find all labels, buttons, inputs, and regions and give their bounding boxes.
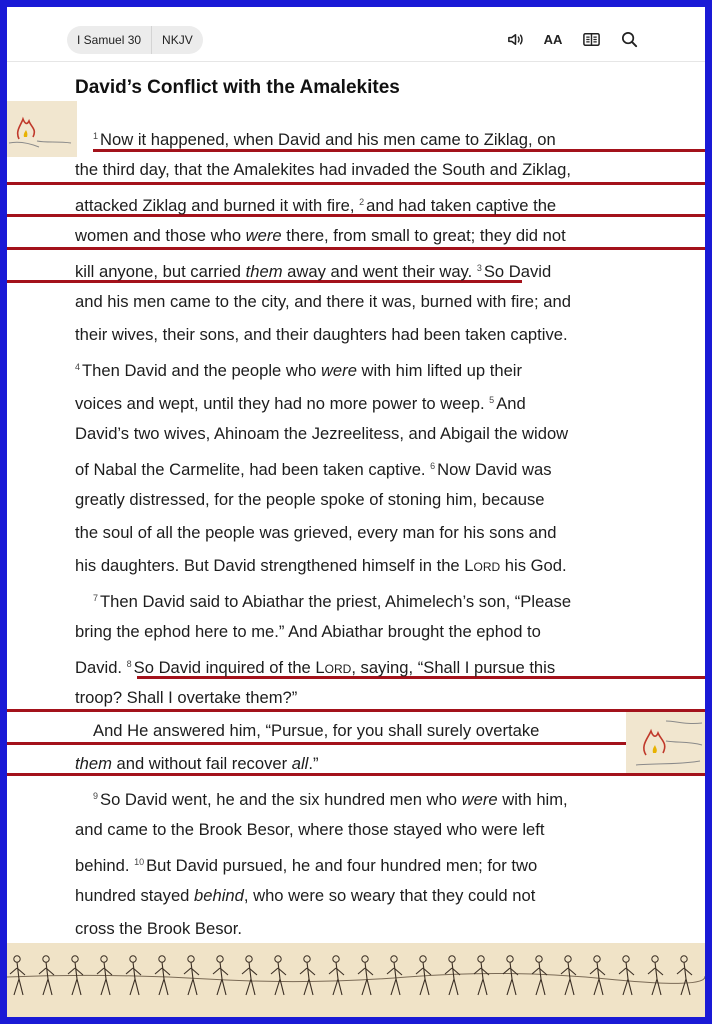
verse-number: 6	[430, 461, 436, 471]
verse-text: behind.	[75, 856, 135, 875]
verse-text: and without fail recover	[111, 754, 292, 773]
figure-sketch	[300, 956, 315, 995]
small-caps-text: Lord	[315, 658, 352, 677]
italic-text: them	[245, 262, 283, 281]
verse-text: the soul of all the people was grieved, every man for his sons and	[75, 523, 557, 542]
verse-text: of Nabal the Carmelite, had been taken captive.	[75, 460, 431, 479]
verse-text: Then David said to Abiathar the priest, Ahimelech’s son, “Please	[100, 592, 572, 611]
italic-text: behind	[194, 886, 244, 905]
flame-illustration-icon	[7, 101, 77, 157]
verse-text: So David inquired of the	[133, 658, 316, 677]
font-size-icon[interactable]: AA	[543, 31, 563, 47]
verse-text: the third day, that the Amalekites had invaded the South and Ziklag,	[75, 160, 571, 179]
text-line	[75, 351, 650, 384]
verse-number: 5	[489, 395, 495, 405]
text-line	[75, 780, 650, 813]
verse-number: 10	[134, 857, 145, 867]
reader-frame	[7, 7, 705, 1017]
small-caps-text: Lord	[464, 556, 501, 575]
verse-text: And He answered him, “Pursue, for you shall surely overtake	[93, 721, 540, 740]
italic-text: were	[320, 361, 357, 380]
text-line	[75, 516, 650, 549]
italic-text: them	[75, 754, 112, 773]
verse-text: their wives, their sons, and their daughters had been taken captive.	[75, 325, 568, 344]
verse-text: , who were so weary that they could not	[243, 886, 536, 905]
text-line	[75, 813, 650, 846]
text-line	[75, 615, 650, 648]
figure-sketch	[503, 956, 518, 995]
book-chapter-button[interactable]: I Samuel 30	[77, 33, 142, 47]
verse-text: cross the Brook Besor.	[75, 919, 242, 938]
text-line	[75, 549, 650, 582]
figure-sketch	[155, 956, 170, 995]
text-line	[75, 846, 650, 879]
text-line	[75, 681, 650, 714]
verse-number: 8	[126, 659, 132, 669]
verse-number: 7	[93, 593, 99, 603]
italic-text: all	[291, 754, 309, 773]
verse-number: 2	[359, 197, 365, 207]
verse-text: So David went, he and the six hundred men who	[100, 790, 462, 809]
verse-number: 1	[93, 131, 99, 141]
book-icon[interactable]	[581, 29, 601, 49]
text-line	[75, 186, 650, 219]
figure-sketch	[619, 956, 634, 995]
figure-sketch	[10, 956, 25, 995]
search-icon[interactable]	[619, 29, 639, 49]
text-line	[75, 879, 650, 912]
text-line	[75, 384, 650, 417]
figure-sketch	[445, 956, 460, 995]
verse-text: kill anyone, but carried	[75, 262, 246, 281]
text-line	[75, 417, 650, 450]
section-heading: David’s Conflict with the Amalekites	[75, 77, 400, 98]
verse-text: But David pursued, he and four hundred men; for two	[146, 856, 538, 875]
verse-text: and his men came to the city, and there it was, burned with fire; and	[75, 292, 571, 311]
verse-text: and had taken captive the	[366, 196, 557, 215]
verse-text: bring the ephod here to me.” And Abiathar brought the ephod to	[75, 622, 541, 641]
figure-sketch	[329, 956, 344, 995]
figure-sketch	[474, 956, 489, 995]
verse-text: troop? Shall I overtake them?”	[75, 688, 298, 707]
figure-sketch	[271, 956, 286, 995]
text-line	[75, 582, 650, 615]
italic-text: were	[461, 790, 498, 809]
verse-text: his daughters. But David strengthened himself in the	[75, 556, 465, 575]
verse-text: .”	[308, 754, 319, 773]
figure-sketch	[532, 956, 547, 995]
text-line	[75, 912, 650, 945]
procession-illustration-icon	[7, 943, 705, 1017]
figure-sketch	[358, 956, 373, 995]
toolbar-actions	[505, 29, 639, 49]
verse-text: and came to the Brook Besor, where those stayed who were left	[75, 820, 545, 839]
verse-text: Then David and the people who	[82, 361, 321, 380]
figure-sketch	[213, 956, 228, 995]
figure-sketch	[184, 956, 199, 995]
italic-text: were	[245, 226, 282, 245]
text-line	[75, 483, 650, 516]
verse-text: David’s two wives, Ahinoam the Jezreelitess, and Abigail the widow	[75, 424, 569, 443]
figure-sketch	[590, 956, 605, 995]
verse-text: with him lifted up their	[356, 361, 523, 380]
reader-toolbar	[7, 7, 705, 62]
speaker-icon[interactable]	[505, 29, 525, 49]
verse-text: attacked Ziklag and burned it with fire,	[75, 196, 360, 215]
verse-text: there, from small to great; they did not	[281, 226, 566, 245]
verse-text: And	[496, 394, 526, 413]
verse-number: 9	[93, 791, 99, 801]
text-line	[75, 714, 650, 747]
text-line	[75, 450, 650, 483]
verse-text: David.	[75, 658, 127, 677]
text-line	[75, 219, 650, 252]
figure-sketch	[242, 956, 257, 995]
verse-text: , saying, “Shall I pursue this	[351, 658, 556, 677]
verse-text: with him,	[497, 790, 568, 809]
version-button[interactable]: NKJV	[151, 26, 203, 54]
verse-number: 3	[476, 263, 482, 273]
text-line	[75, 285, 650, 318]
passage-selector	[67, 26, 203, 54]
verse-text: Now David was	[437, 460, 552, 479]
verse-text: hundred stayed	[75, 886, 195, 905]
figure-sketch	[648, 956, 663, 995]
text-line	[75, 318, 650, 351]
verse-text: women and those who	[75, 226, 246, 245]
verse-text: away and went their way.	[282, 262, 477, 281]
text-line	[75, 153, 650, 186]
figure-sketch	[677, 956, 692, 995]
text-line	[75, 252, 650, 285]
verse-text: voices and wept, until they had no more power to weep.	[75, 394, 490, 413]
text-line	[75, 747, 650, 780]
verse-text: Now it happened, when David and his men came to Ziklag, on	[100, 130, 556, 149]
chapter-text	[75, 120, 650, 945]
verse-text: So David	[483, 262, 552, 281]
verse-number: 4	[75, 362, 81, 372]
text-line	[75, 648, 650, 681]
verse-text: his God.	[500, 556, 567, 575]
verse-text: greatly distressed, for the people spoke of stoning him, because	[75, 490, 545, 509]
figure-sketch	[387, 956, 402, 995]
text-line	[75, 120, 650, 153]
